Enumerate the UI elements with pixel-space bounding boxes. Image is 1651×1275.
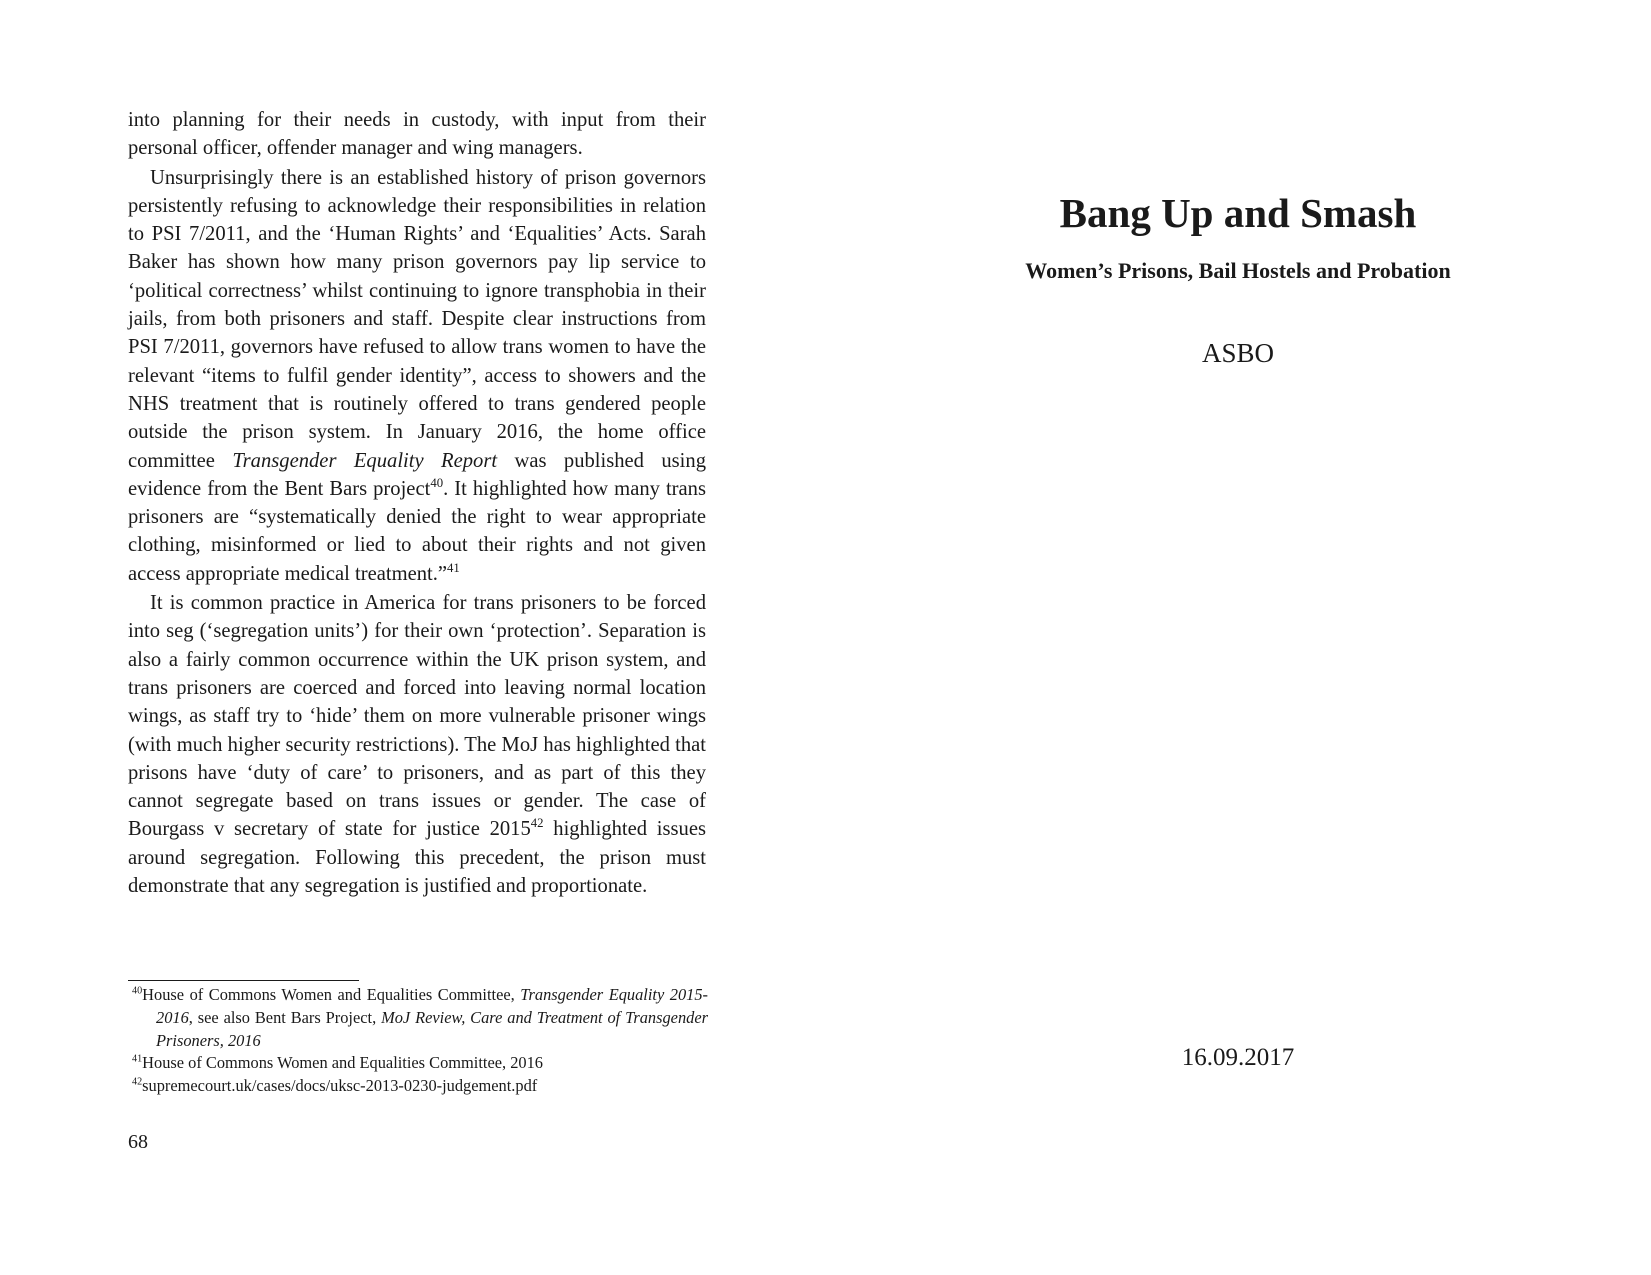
italic-text: MoJ Review, Care and Treatment of Transgender Prisoners, 2016 bbox=[156, 1007, 708, 1050]
text-run: Unsurprisingly there is an established history of prison governors persistently refusing to acknowledge their responsibilities in relation to PSI 7/2011, and the ‘Human Rights’ and ‘Equalities’ Acts. Sarah Baker has shown how many prison governors pay lip service to ‘political correctness’ whilst continuing to ignore transphobia in their jails, from both prisoners and staff. Despite clear instructions from PSI 7/2011, governors have refused to allow trans women to have the relevant “items to fulfil gender identity”, access to showers and the NHS treatment that is routinely offered to trans gendered people outside the prison system. In January 2016, the home office committee bbox=[128, 166, 706, 472]
text-run: was published using evidence from the Bent Bars project bbox=[128, 449, 707, 500]
footnote-marker: 41 bbox=[132, 1053, 143, 1065]
footnote-41 bbox=[128, 1052, 708, 1075]
text-run: into planning for their needs in custody, with input from their personal officer, offender manager and wing managers. bbox=[128, 109, 706, 160]
left-page bbox=[0, 0, 825, 1275]
text-run: House of Commons Women and Equalities Committee, bbox=[142, 985, 521, 1004]
body-text bbox=[128, 106, 706, 900]
text-run: It is common practice in America for trans prisoners to be forced into seg (‘segregation units’) for their own ‘protection’. Separation is also a fairly common occurrence within the UK prison system, and trans prisoners are coerced and forced into leaving normal location wings, as staff try to ‘hide’ them on more vulnerable prisoner wings (with much higher security restrictions). The MoJ has highlighted that prisons have ‘duty of care’ to prisoners, and as part of this they cannot segregate based on trans issues or gender. The case of Bourgass v secretary of state for justice 2015 bbox=[128, 592, 706, 841]
italic-text: Transgender Equality 2015-2016 bbox=[156, 985, 709, 1027]
text-run: House of Commons Women and Equalities Committee, 2016 bbox=[142, 1053, 543, 1073]
text-run: highlighted issues around segregation. Following this precedent, the prison must demonstrate that any segregation is justified and proportionate. bbox=[128, 818, 706, 898]
text-run: , see also Bent Bars Project, bbox=[188, 1007, 382, 1027]
book-title: Bang Up and Smash bbox=[1059, 190, 1417, 236]
right-page bbox=[825, 0, 1651, 1275]
page-number: 68 bbox=[128, 1131, 148, 1153]
italic-text: Transgender Equality Report bbox=[232, 449, 498, 472]
footnote-marker: 41 bbox=[447, 560, 460, 575]
book-subtitle: Women’s Prisons, Bail Hostels and Probation bbox=[1025, 258, 1451, 283]
footnote-40 bbox=[128, 984, 708, 1052]
text-run: supremecourt.uk/cases/docs/uksc-2013-0230-judgement.pdf bbox=[142, 1076, 538, 1096]
footnote-marker: 40 bbox=[430, 476, 444, 490]
book-author: ASBO bbox=[1201, 338, 1275, 368]
publication-date: 16.09.2017 bbox=[1181, 1044, 1295, 1071]
paragraph-2 bbox=[128, 164, 706, 588]
footnotes bbox=[128, 984, 708, 1098]
footnote-42 bbox=[128, 1075, 708, 1098]
paragraph-3 bbox=[128, 589, 706, 900]
footnote-marker: 40 bbox=[132, 985, 143, 997]
footnote-divider bbox=[128, 980, 359, 981]
text-run: . It highlighted how many trans prisoners are “systematically denied the right to wear appropriate clothing, misinformed or lied to about their rights and not given access appropriate medical treatment.” bbox=[128, 477, 706, 585]
footnote-marker: 42 bbox=[132, 1076, 143, 1088]
footnote-marker: 42 bbox=[530, 816, 544, 831]
paragraph-1 bbox=[128, 106, 706, 163]
